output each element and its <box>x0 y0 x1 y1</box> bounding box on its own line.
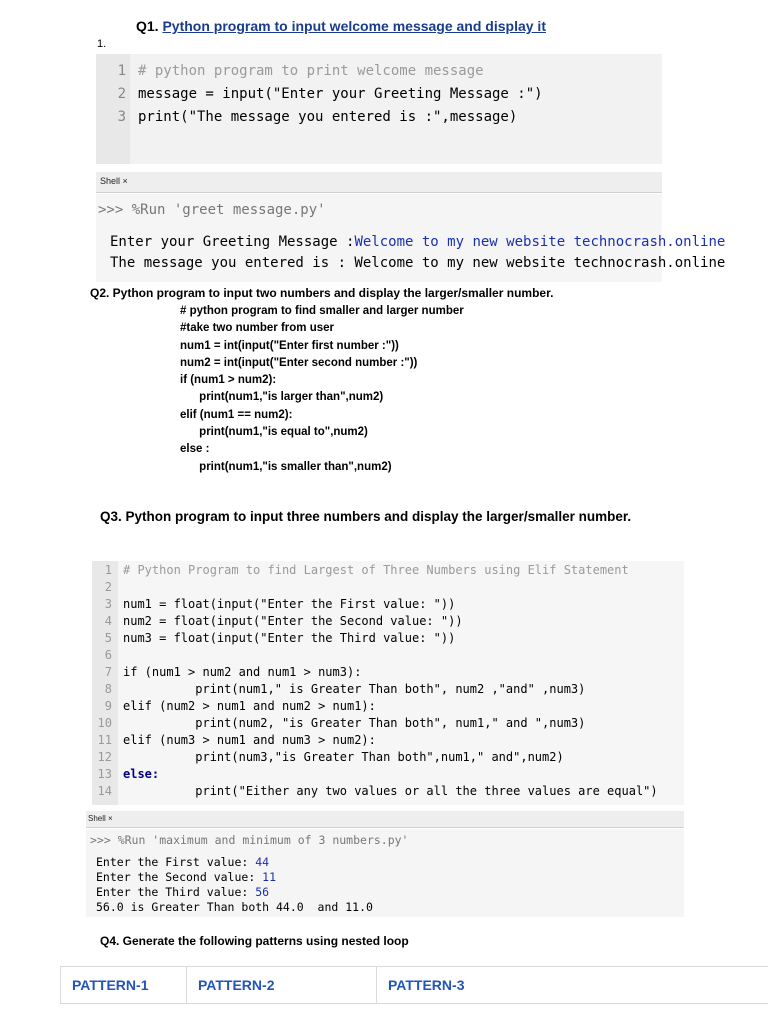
q3-shell-line <box>96 870 276 885</box>
q3-code-line: num2 = float(input("Enter the Second value: ")) <box>123 614 463 628</box>
q3-line-number: 5 <box>104 631 112 645</box>
q3-shell-tab-label: Shell × <box>88 814 113 823</box>
q3-shell-line <box>96 885 269 900</box>
q3-line-number: 9 <box>104 699 112 713</box>
q2-code-line: num2 = int(input("Enter second number :")) <box>180 356 418 369</box>
q3-code-line: print("Either any two values or all the three values are equal") <box>123 784 658 798</box>
q3-code-line: elif (num2 > num1 and num2 > num1): <box>123 699 376 713</box>
q3-shell-user-input: 11 <box>262 870 277 884</box>
q3-line-number: 14 <box>97 784 112 798</box>
q2-code-block <box>180 303 464 476</box>
q3-shell-prompt-text: Enter the Third value: <box>96 885 256 899</box>
pattern-cell-1 <box>60 967 187 1003</box>
q2-code-line: # python program to find smaller and larger number <box>180 305 464 317</box>
q1-title-link[interactable]: Python program to input welcome message and display it <box>162 18 546 34</box>
q3-code-line: print(num1," is Greater Than both", num2 ,"and" ,num3) <box>123 682 586 696</box>
q1-code-editor <box>96 54 662 164</box>
q3-code-line: elif (num3 > num1 and num3 > num2): <box>123 733 376 747</box>
q1-line-number: 2 <box>117 86 126 102</box>
q3-line-number: 4 <box>104 614 112 628</box>
pattern-header-1: PATTERN-1 <box>72 977 149 993</box>
q3-code-line: # Python Program to find Largest of Three Numbers using Elif Statement <box>123 563 629 577</box>
q2-code-line: num1 = int(input("Enter first number :")) <box>180 339 399 352</box>
q3-heading: Q3. Python program to input three numbers and display the larger/smaller number. <box>100 509 632 524</box>
q1-heading <box>136 18 546 34</box>
q3-code-line: else: <box>123 767 160 781</box>
q3-code-line: num3 = float(input("Enter the Third value: ")) <box>123 631 456 645</box>
pattern-table <box>60 966 768 1004</box>
q1-code-line-3: print("The message you entered is :",message) <box>138 109 518 125</box>
q3-line-number: 8 <box>104 682 112 696</box>
q2-code-line: print(num1,"is equal to",num2) <box>180 426 368 439</box>
q2-code-line: #take two number from user <box>180 322 335 335</box>
q3-shell-run-command: >>> %Run 'maximum and minimum of 3 numbers.py' <box>90 833 409 847</box>
q3-shell-result-text: 56.0 is Greater Than both 44.0 and 11.0 <box>96 900 373 914</box>
q3-code-line: print(num2, "is Greater Than both", num1," and ",num3) <box>123 716 586 730</box>
q3-code-line: if (num1 > num2 and num1 > num3): <box>123 665 362 679</box>
q2-code-line: print(num1,"is smaller than",num2) <box>180 460 392 473</box>
q3-line-number: 12 <box>97 750 112 764</box>
q3-shell-user-input: 56 <box>255 885 270 899</box>
q3-code-line: print(num3,"is Greater Than both",num1," and",num2) <box>123 750 564 764</box>
q4-heading: Q4. Generate the following patterns using nested loop <box>100 934 409 948</box>
q1-line-number: 3 <box>117 109 126 125</box>
q1-shell-tab[interactable] <box>96 172 662 193</box>
q1-prefix: Q1. <box>136 18 163 34</box>
q2-code-line: if (num1 > num2): <box>180 374 277 387</box>
q3-line-number: 3 <box>104 597 112 611</box>
q2-code-line: elif (num1 == num2): <box>180 408 293 421</box>
q2-code-line: else : <box>180 443 210 456</box>
q3-shell-output <box>86 829 684 917</box>
q3-line-number: 2 <box>104 580 112 594</box>
q3-code-editor <box>92 561 684 805</box>
q1-code-line-2: message = input("Enter your Greeting Message :") <box>138 86 543 102</box>
q3-shell-prompt-text: Enter the First value: <box>96 855 256 869</box>
q1-code-line-1: # python program to print welcome message <box>138 63 484 79</box>
q1-list-number: 1. <box>97 38 107 50</box>
q3-shell-line <box>96 900 373 915</box>
q1-shell-prompt-text: Enter your Greeting Message : <box>110 234 355 250</box>
pattern-header-2: PATTERN-2 <box>198 977 275 993</box>
q1-shell-tab-label: Shell × <box>100 176 128 186</box>
q1-shell-output <box>96 194 726 282</box>
q1-line-number: 1 <box>117 63 126 79</box>
q3-shell-line <box>96 855 269 870</box>
pattern-cell-3 <box>376 967 768 1003</box>
q3-line-number: 6 <box>104 648 112 662</box>
pattern-header-3: PATTERN-3 <box>388 977 465 993</box>
q1-shell-line-2: The message you entered is : Welcome to my new website technocrash.online <box>110 255 726 271</box>
q2-heading: Q2. Python program to input two numbers and display the larger/smaller number. <box>90 286 554 300</box>
q3-code-line: num1 = float(input("Enter the First value: ")) <box>123 597 456 611</box>
q3-line-number: 10 <box>97 716 112 730</box>
q3-shell-prompt-text: Enter the Second value: <box>96 870 263 884</box>
q2-code-line: print(num1,"is larger than",num2) <box>180 391 384 404</box>
q3-line-number: 7 <box>104 665 112 679</box>
q3-line-number: 1 <box>104 563 112 577</box>
q1-shell-user-input: Welcome to my new website technocrash.online <box>354 234 726 250</box>
q1-shell-run-command: >>> %Run 'greet message.py' <box>98 202 326 218</box>
q3-line-number: 11 <box>97 733 112 747</box>
q3-shell-tab[interactable] <box>86 811 684 828</box>
q3-shell-user-input: 44 <box>255 855 270 869</box>
q3-line-number: 13 <box>97 767 112 781</box>
pattern-cell-2 <box>186 967 377 1003</box>
q1-shell-line-1 <box>110 232 725 253</box>
